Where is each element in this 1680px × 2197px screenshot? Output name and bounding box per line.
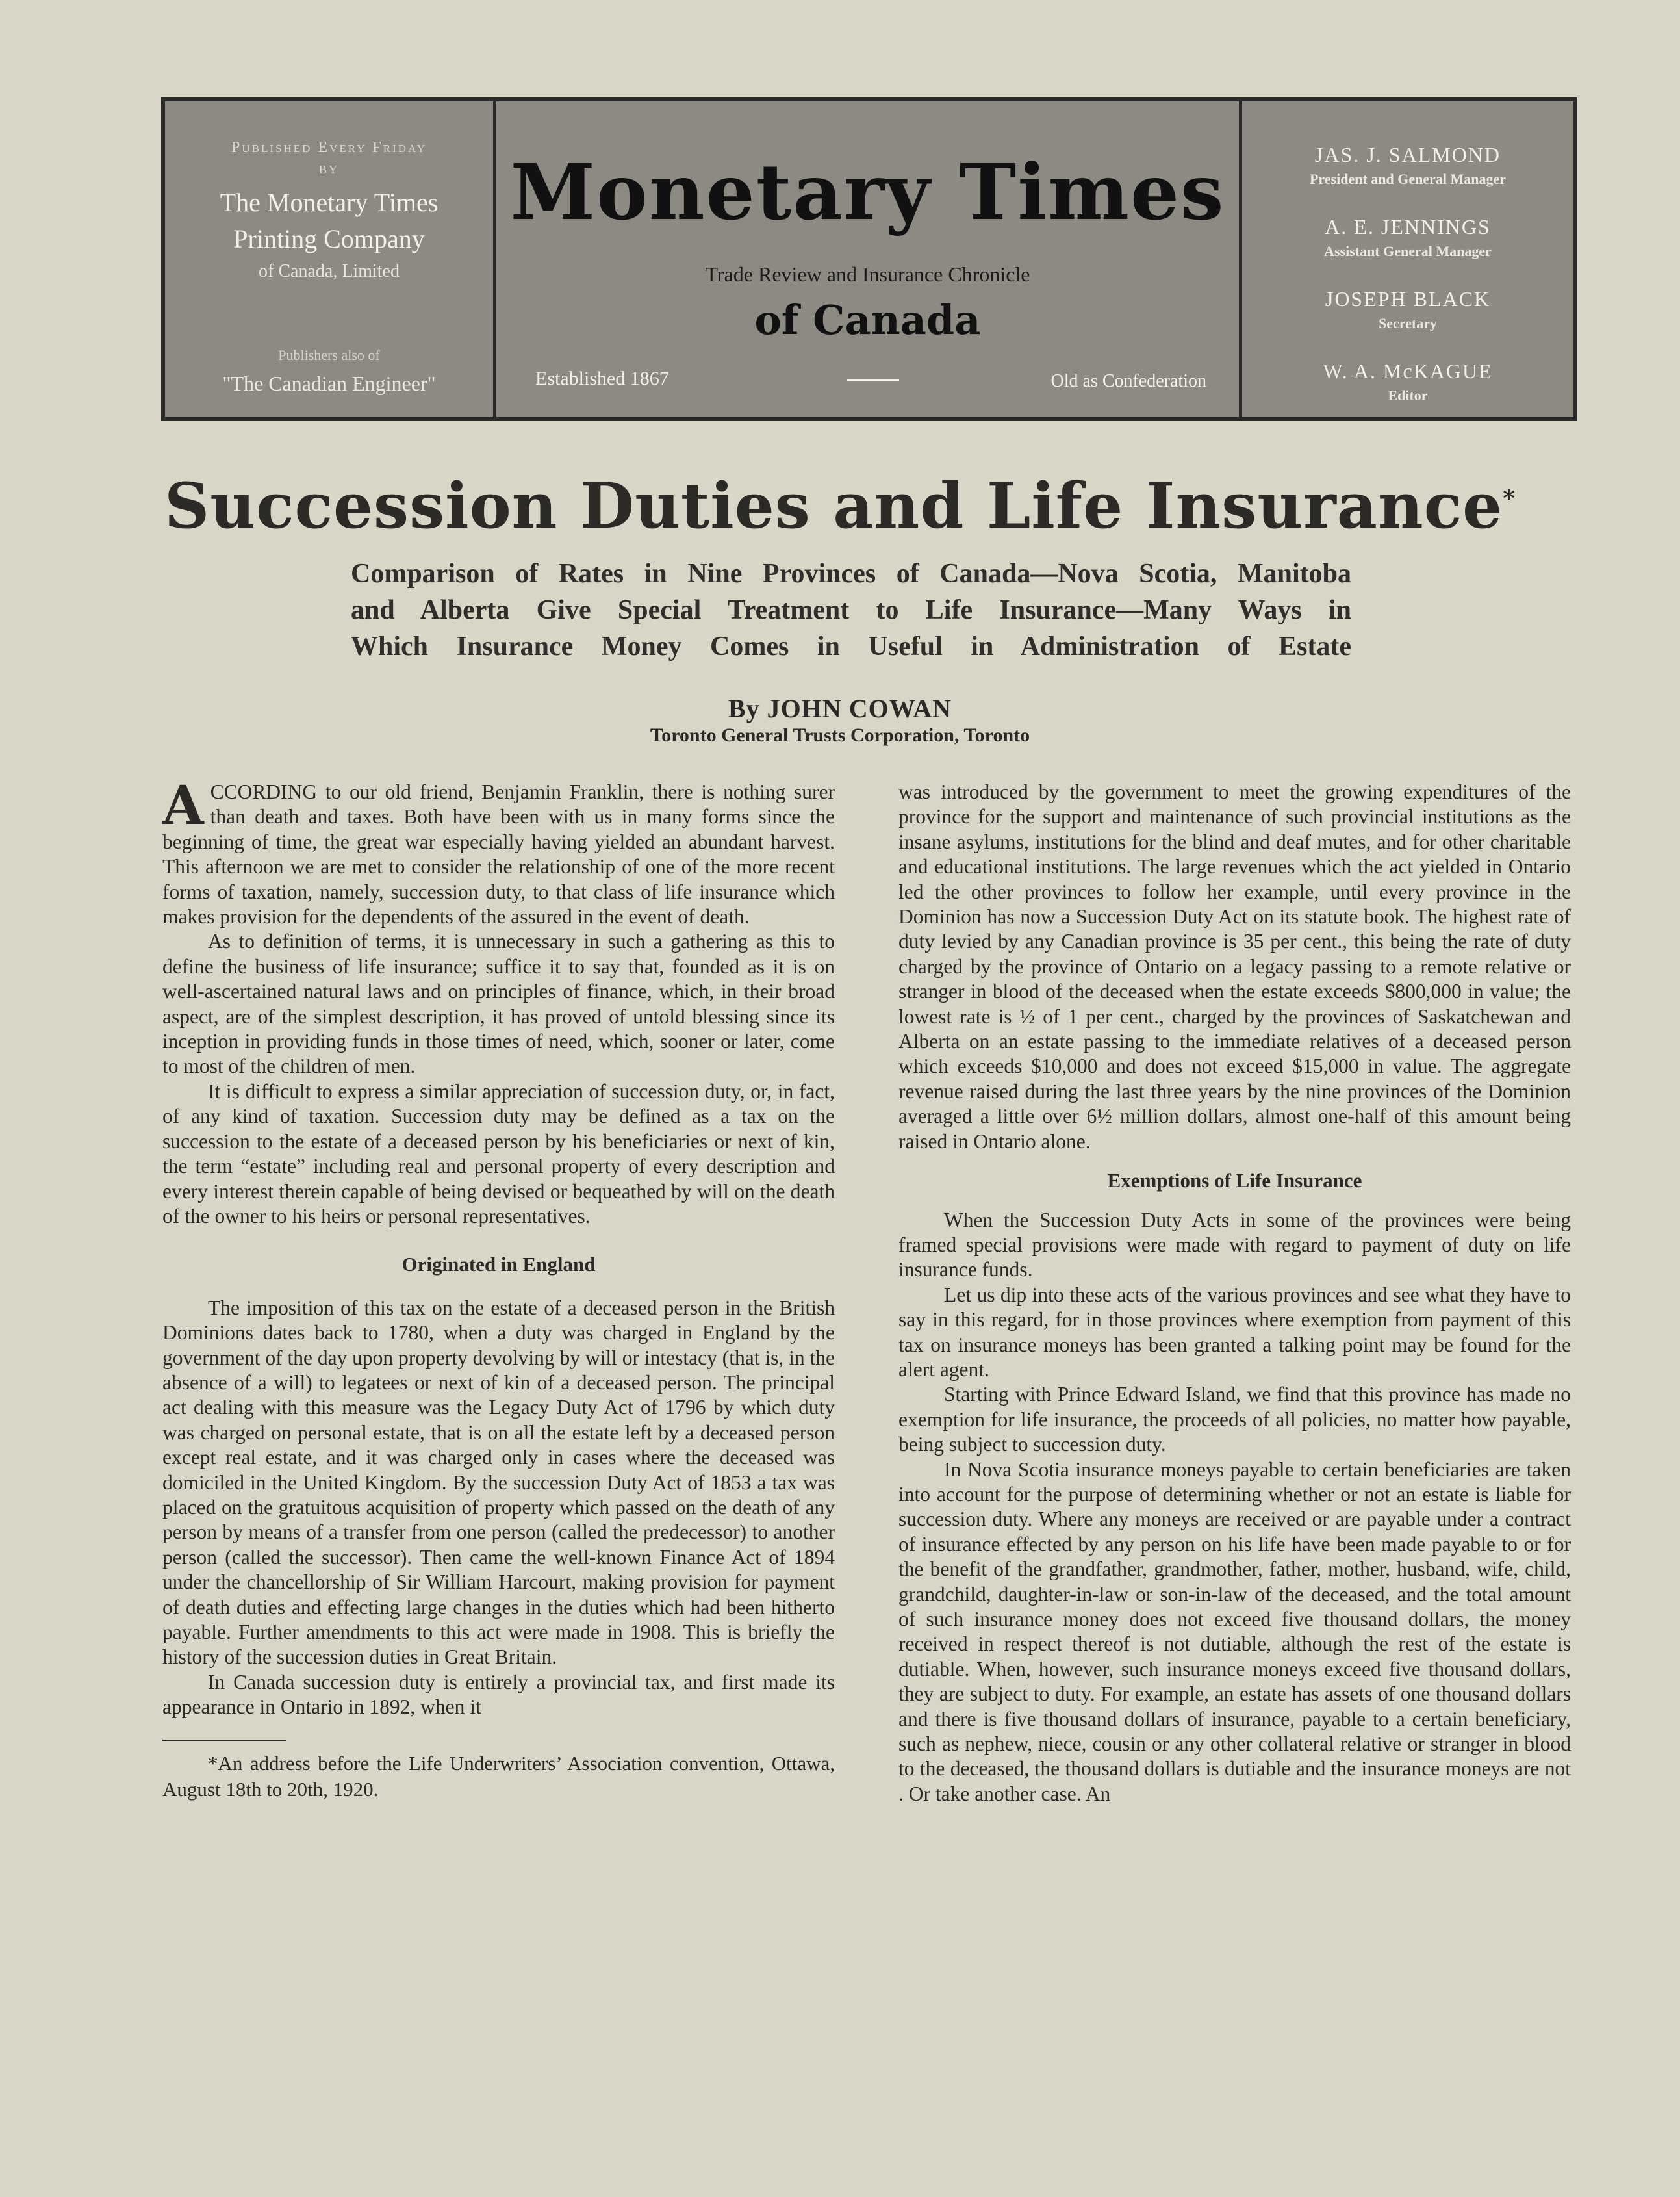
paragraph-text: CCORDING to our old friend, Benjamin Franklin, there is nothing surer than death and taxes. Both have been with us in many forms since the beginning of time, the great war especially having yielded an abundant harvest. This afternoon we are met to consider the relationship of one of the more recent forms of taxation, namely, succession duty, to that class of life insurance which makes provision for the dependents of the assured in the event of death. xyxy=(162,780,835,929)
byline: By JOHN COWAN xyxy=(728,694,952,723)
subtitle-line: Which Insurance Money Comes in Useful in Administration of Estate xyxy=(351,632,1351,662)
paragraph: The imposition of this tax on the estate of a deceased person in the British Dominions dates back to 1780, when a duty was charged in England by the government of the day upon property devolving by will or intestacy (that is, in the absence of a will) to legatees or next of kin of a deceased person. The principal act dealing with this measure was the Legacy Duty Act of 1796 by which duty was charged on personal estate, that is on all the estate left by a deceased person except real estate, and it was charged only in cases where the deceased was domiciled in the United Kingdom. By the succession Duty Act of 1853 a tax was placed on the gratuitous acquisition of property which passed on the death of any person by means of a transfer from one person (called the predecessor) to another person (called the successor). Then came the well-known Finance Act of 1894 under the chancellorship of Sir William Harcourt, making provision for payment of death duties and effecting large changes in the duties which had been hitherto payable. Further amendments to this act were made in 1908. This is briefly the history of the succession duties in Great Britain. xyxy=(162,1296,835,1669)
paragraph: Let us dip into these acts of the various provinces and see what they have to say in this regard, for in those provinces where exemption from payment of this tax on insurance moneys has been granted a talking point may be found for the alert agent. xyxy=(898,1283,1571,1381)
paragraph: It is difficult to express a similar appreciation of succession duty, or, in fact, of any kind of taxation. Succession duty may be defined as a tax on the succession to the estate of a deceased person by his beneficiaries or next of kin, the term “estate” including real and personal property of every description and every interest therein capable of being devised or bequeathed by will on the death of the owner to his heirs or personal representatives. xyxy=(162,1079,835,1227)
drop-cap: A xyxy=(162,775,204,837)
publication-title: Monetary Times xyxy=(510,147,1225,237)
masthead-divider xyxy=(847,379,899,381)
masthead-publisher-panel xyxy=(165,101,496,417)
publication-country: of Canada xyxy=(754,296,981,344)
right-column xyxy=(898,780,1571,1806)
paragraph: was introduced by the government to meet the growing expenditures of the province for the support and maintenance of such provincial institutions as the insane asylums, institutions for the blind and deaf mutes, and for other charitable and educational institutions. The large revenues which the act yielded in Ontario led the other provinces to follow her example, until every province in the Dominion has now a Succession Duty Act on its statute book. The highest rate of duty levied by any Canadian province is 35 per cent., this being the rate of duty charged by the province of Ontario on a legacy passing to a remote relative or stranger in blood of the deceased when the estate exceeds $800,000 in value; the lowest rate is ½ of 1 per cent., charged by the provinces of Saskatchewan and Alberta on an estate passing to the immediate relatives of a deceased person which exceeds $10,000 and does not exceed $15,000 in value. The aggregate revenue raised during the last three years by the nine provinces of the Dominion averaged a little over 6½ million dollars, almost one-half of this amount being raised in Ontario alone. xyxy=(898,780,1571,1153)
publication-tagline: Trade Review and Insurance Chronicle xyxy=(705,263,1030,286)
author-affiliation: Toronto General Trusts Corporation, Toronto xyxy=(650,725,1030,746)
staff-role: Editor xyxy=(1388,387,1428,404)
paragraph: In Canada succession duty is entirely a provincial tax, and first made its appearance in Ontario in 1892, when it xyxy=(162,1670,835,1719)
title-footnote-mark: * xyxy=(1503,485,1516,512)
footnote-rule xyxy=(162,1740,286,1741)
publication-motto: Old as Confederation xyxy=(1050,371,1206,391)
footnote: *An address before the Life Underwriters’ Association convention, Ottawa, August 18th to 20th, 1920. xyxy=(162,1751,835,1801)
masthead-staff-panel xyxy=(1242,101,1573,417)
established-date: Established 1867 xyxy=(535,368,669,389)
masthead xyxy=(161,97,1577,421)
staff-role: Secretary xyxy=(1379,315,1437,331)
staff-role: President and General Manager xyxy=(1309,171,1507,187)
staff-role: Assistant General Manager xyxy=(1324,243,1492,259)
article-title-text: Succession Duties and Life Insurance xyxy=(164,469,1503,543)
section-heading: Exemptions of Life Insurance xyxy=(1107,1169,1362,1192)
publishers-also-label: Publishers also of xyxy=(278,347,380,363)
publication-schedule: Published Every Friday xyxy=(231,139,427,156)
other-publication: "The Canadian Engineer" xyxy=(222,372,436,395)
section-heading: Originated in England xyxy=(401,1253,596,1276)
publisher-name-line3: of Canada, Limited xyxy=(259,261,400,281)
masthead-title-panel xyxy=(496,101,1242,417)
staff-name: JAS. J. SALMOND xyxy=(1314,143,1501,166)
article-title xyxy=(0,469,1680,543)
publisher-name-line2: Printing Company xyxy=(233,224,425,253)
subtitle-line: Comparison of Rates in Nine Provinces of Canada—Nova Scotia, Manitoba xyxy=(351,559,1351,589)
staff-name: W. A. McKAGUE xyxy=(1323,359,1493,383)
staff-name: JOSEPH BLACK xyxy=(1325,287,1491,311)
subtitle-line: and Alberta Give Special Treatment to Life Insurance—Many Ways in xyxy=(351,595,1351,625)
paragraph: As to definition of terms, it is unnecessary in such a gathering as this to define the business of life insurance; suffice it to say that, founded as it is on well-ascertained natural laws and on principles of finance, which, in their broad aspect, are of the simplest description, it has proved of untold blessing since its inception in providing funds in those times of need, which, sooner or later, come to most of the children of men. xyxy=(162,930,835,1078)
publisher-name-line1: The Monetary Times xyxy=(220,188,439,217)
paragraph: Starting with Prince Edward Island, we find that this province has made no exemption for life insurance, the proceeds of all policies, no matter how payable, being subject to succession duty. xyxy=(898,1383,1571,1456)
left-column xyxy=(162,775,835,1803)
staff-name: A. E. JENNINGS xyxy=(1325,215,1491,238)
article-subtitle xyxy=(351,556,1351,665)
paragraph xyxy=(162,775,835,929)
paragraph: When the Succession Duty Acts in some of the provinces were being framed special provisions were made with regard to payment of duty on life insurance funds. xyxy=(898,1208,1571,1281)
publisher-by: BY xyxy=(318,163,339,176)
paragraph: In Nova Scotia insurance moneys payable to certain beneficiaries are taken into account for the purpose of determining whether or not an estate is liable for succession duty. Where any moneys are received or are payable under a contract of insurance effected by any person on his life have been made payable to or for the benefit of the grandfather, grandmother, father, mother, husband, wife, child, grandchild, daughter-in-law or son-in-law of the deceased, and the total amount of such insurance money does not exceed five thousand dollars, the money received in respect thereof is not dutiable, although the rest of the estate is dutiable. When, however, such insurance moneys exceed five thousand dollars, they are subject to duty. For example, an estate has assets of one thousand dollars and there is five thousand dollars of insurance, payable to a certain beneficiary, such as nephew, niece, cousin or any other collateral relative or stranger in blood to the deceased, the thousand dollars is dutiable and the insurance moneys are not . Or take another case. An xyxy=(898,1458,1571,1805)
